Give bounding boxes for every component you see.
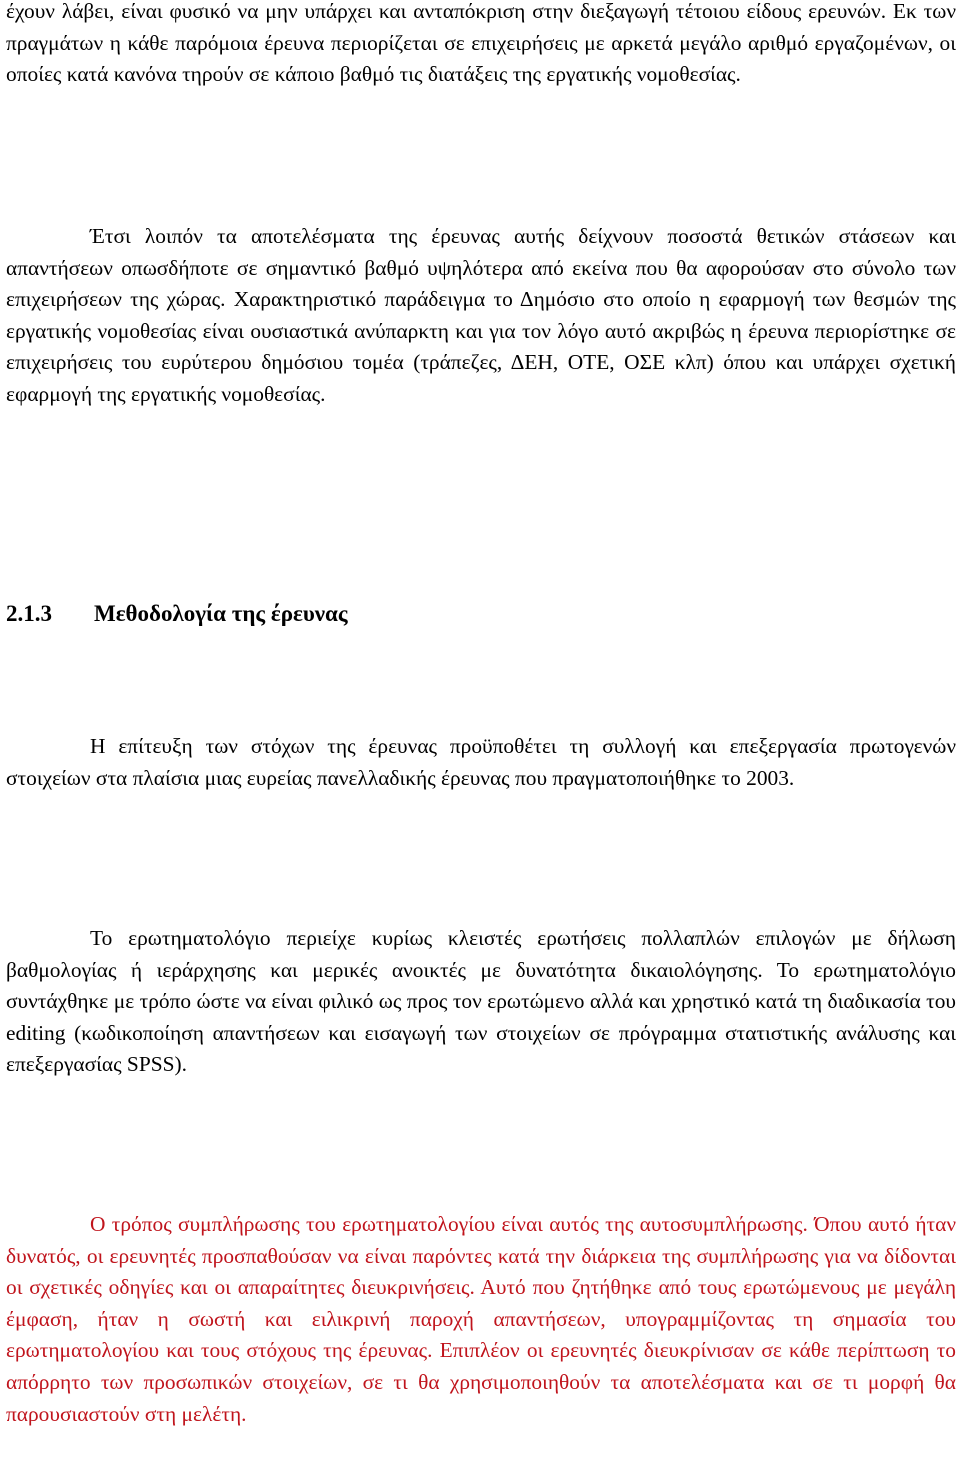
paragraph-questionnaire: Το ερωτηματολόγιο περιείχε κυρίως κλειστές ερωτήσεις πολλαπλών επιλογών με δήλωση βαθμολογίας ή ιεράρχησης και μερικές ανοικτές με δυνατότητα δικαιολόγησης. Το ερωτηματολόγιο συντάχθηκε με τρόπο ώστε να είναι φιλικό ως προς τον ερωτώμενο αλλά και χρηστικό κατά τη διαδικασία του editing (κωδικοποίηση απαντήσεων και εισαγωγή των στοιχείων σε πρόγραμμα στατιστικής ανάλυσης και επεξεργασίας SPSS).: [6, 926, 956, 1077]
paragraph-goal: Η επίτευξη των στόχων της έρευνας προϋποθέτει τη συλλογή και επεξεργασία πρωτογενών στοιχείων στα πλαίσια μιας ευρείας πανελλαδικής έρευνας που πραγματοποιήθηκε το 2003.: [6, 734, 956, 790]
paragraph-results: Έτσι λοιπόν τα αποτελέσματα της έρευνας αυτής δείχνουν ποσοστά θετικών στάσεων και απαντήσεων οπωσδήποτε σε σημαντικό βαθμό υψηλότερα από εκείνα που θα αφορούσαν στο σύνολο των επιχειρήσεων της χώρας. Χαρακτηριστικό παράδειγμα το Δημόσιο στο οποίο η εφαρμογή των θεσμών της εργατικής νομοθεσίας είναι ουσιαστικά ανύπαρκτη και για τον λόγο αυτό ακριβώς η έρευνα περιορίστηκε σε επιχειρήσεις του ευρύτερου δημόσιου τομέα (τράπεζες, ΔΕΗ, ΟΤΕ, ΟΣΕ κλπ) όπου και υπάρχει σχετική εφαρμογή της εργατικής νομοθεσίας.: [6, 224, 956, 406]
paragraph-method-highlighted: Ο τρόπος συμπλήρωσης του ερωτηματολογίου είναι αυτός της αυτοσυμπλήρωσης. Όπου αυτό ήταν δυνατός, οι ερευνητές προσπαθούσαν να είναι παρόντες κατά την διάρκεια της συμπλήρωσης για να δίδονται οι σχετικές οδηγίες και οι απαραίτητες διευκρινήσεις. Αυτό που ζητήθηκε από τους ερωτώμενους με μεγάλη έμφαση, ήταν η σωστή και ειλικρινή παροχή απαντήσεων, υπογραμμίζοντας τη σημασία του ερωτηματολογίου και τους στόχους της έρευνας. Επιπλέον οι ερευνητές διευκρίνισαν σε κάθε περίπτωση το απόρρητο των προσωπικών στοιχείων, σε τι θα χρησιμοποιηθούν τα αποτελέσματα και σε τι μορφή θα παρουσιαστούν στη μελέτη.: [6, 1212, 956, 1426]
section-heading: [6, 597, 956, 631]
paragraph-intro: έχουν λάβει, είναι φυσικό να μην υπάρχει και ανταπόκριση στην διεξαγωγή τέτοιου είδους ερευνών. Εκ των πραγμάτων η κάθε παρόμοια έρευνα περιορίζεται σε επιχειρήσεις με αρκετά μεγάλο αριθμό εργαζομένων, οι οποίες κατά κανόνα τηρούν σε κάποιο βαθμό τις διατάξεις της εργατικής νομοθεσίας.: [6, 0, 956, 87]
section-title: Μεθοδολογία της έρευνας: [94, 601, 348, 626]
section-number: 2.1.3: [6, 601, 52, 626]
